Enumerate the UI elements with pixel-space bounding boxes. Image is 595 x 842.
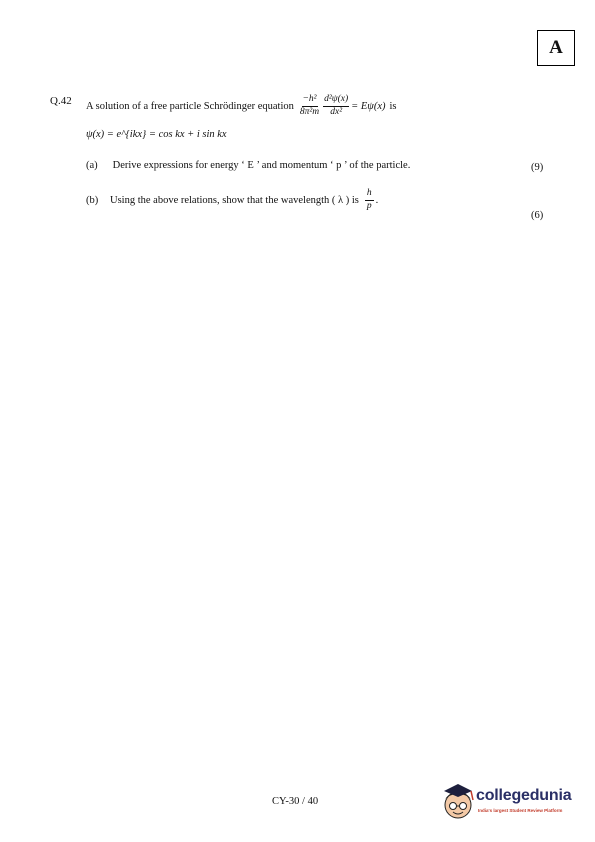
part-a-marks: (9) <box>531 162 544 173</box>
derivative-denominator: dx² <box>330 106 343 117</box>
wavelength-numerator: h <box>365 189 374 201</box>
question-number: Q.42 <box>50 95 72 107</box>
equation-rhs: = Eψ(x) <box>351 100 386 112</box>
page-label: CY-30 / 40 <box>272 796 319 807</box>
equation-coefficient-fraction <box>300 95 319 118</box>
part-b-label: (b) <box>86 194 99 206</box>
question-intro-line <box>86 95 397 118</box>
wavelength-denominator: p <box>366 200 372 211</box>
brand-name: collegedunia <box>476 787 572 804</box>
equation-suffix: is <box>389 100 397 112</box>
question-intro: A solution of a free particle Schrödinger equation <box>86 100 294 112</box>
part-a-text: Derive expressions for energy ‘ E ’ and momentum ‘ p ’ of the particle. <box>112 160 411 171</box>
part-a-label: (a) <box>86 160 98 171</box>
equation-derivative-fraction <box>323 95 349 118</box>
derivative-numerator: d²ψ(x) <box>323 95 349 107</box>
wavefunction-solution: ψ(x) = e^{ikx} = cos kx + i sin kx <box>86 129 227 140</box>
part-a <box>86 160 410 171</box>
paper-set-box: A <box>537 30 575 66</box>
part-b-end: . <box>375 194 379 206</box>
coefficient-numerator: −h² <box>302 95 318 107</box>
part-b-text: Using the above relations, show that the wavelength ( λ ) is <box>110 194 359 206</box>
wavelength-fraction <box>365 189 374 212</box>
part-b-marks: (6) <box>531 210 544 221</box>
part-b <box>86 189 378 212</box>
brand-tagline: India's largest Student Review Platform <box>478 808 563 813</box>
coefficient-denominator: 8π²m <box>299 106 320 117</box>
